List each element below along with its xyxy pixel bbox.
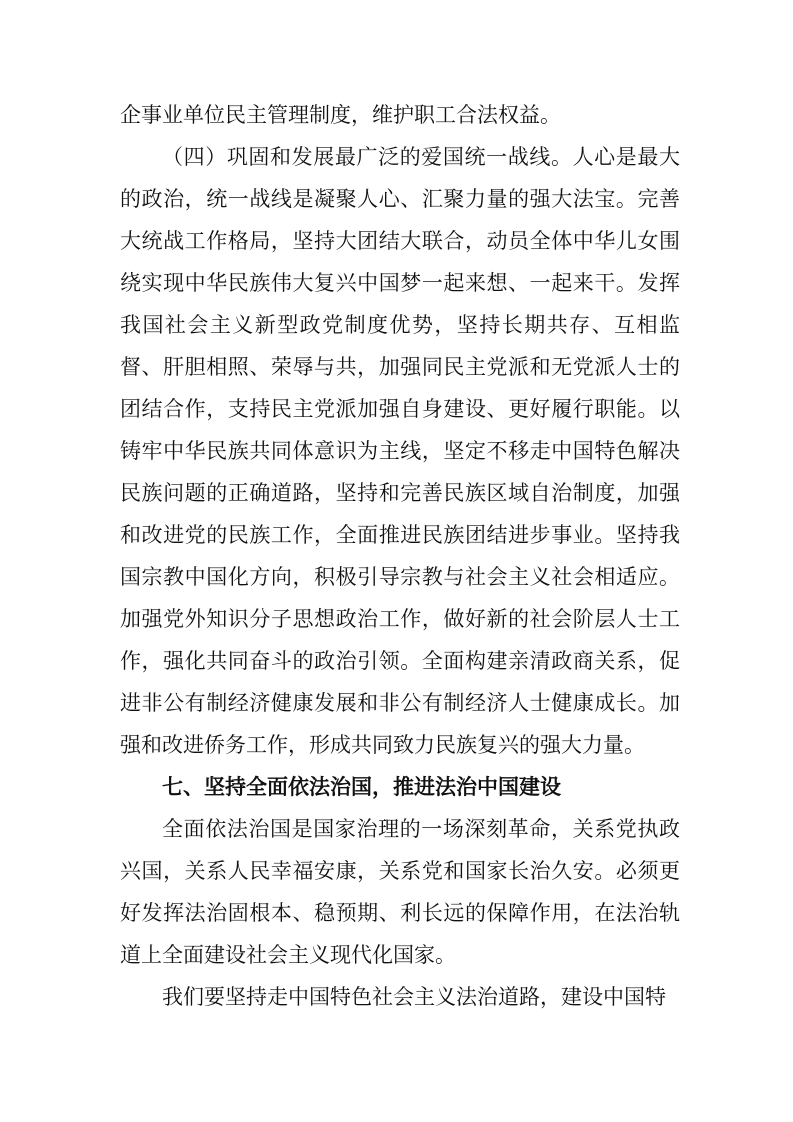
paragraph-continuation: 企事业单位民主管理制度，维护职工合法权益。 (120, 103, 561, 127)
paragraph-rule-of-law-path: 我们要坚持走中国特色社会主义法治道路，建设中国特 (162, 985, 666, 1009)
document-page (120, 94, 680, 1018)
paragraph-united-front: （四）巩固和发展最广泛的爱国统一战线。人心是最大的政治，统一战线是凝聚人心、汇聚力量的强大法宝。完善大统战工作格局，坚持大团结大联合，动员全体中华儿女围绕实现中华民族伟大复兴中国梦一起来想、一起来干。发挥我国社会主义新型政党制度优势，坚持长期共存、互相监督、肝胆相照、荣辱与共，加强同民主党派和无党派人士的团结合作，支持民主党派加强自身建设、更好履行职能。以铸牢中华民族共同体意识为主线，坚定不移走中国特色解决民族问题的正确道路，坚持和完善民族区域自治制度，加强和改进党的民族工作，全面推进民族团结进步事业。坚持我国宗教中国化方向，积极引导宗教与社会主义社会相适应。加强党外知识分子思想政治工作，做好新的社会阶层人士工作，强化共同奋斗的政治引领。全面构建亲清政商关系，促进非公有制经济健康发展和非公有制经济人士健康成长。加强和改进侨务工作，形成共同致力民族复兴的强大力量。 (120, 145, 680, 757)
paragraph-rule-of-law-intro: 全面依法治国是国家治理的一场深刻革命，关系党执政兴国，关系人民幸福安康，关系党和国家长治久安。必须更好发挥法治固根本、稳预期、利长远的保障作用，在法治轨道上全面建设社会主义现代化国家。 (120, 817, 680, 967)
section-heading-rule-of-law: 七、坚持全面依法治国，推进法治中国建设 (162, 775, 561, 799)
